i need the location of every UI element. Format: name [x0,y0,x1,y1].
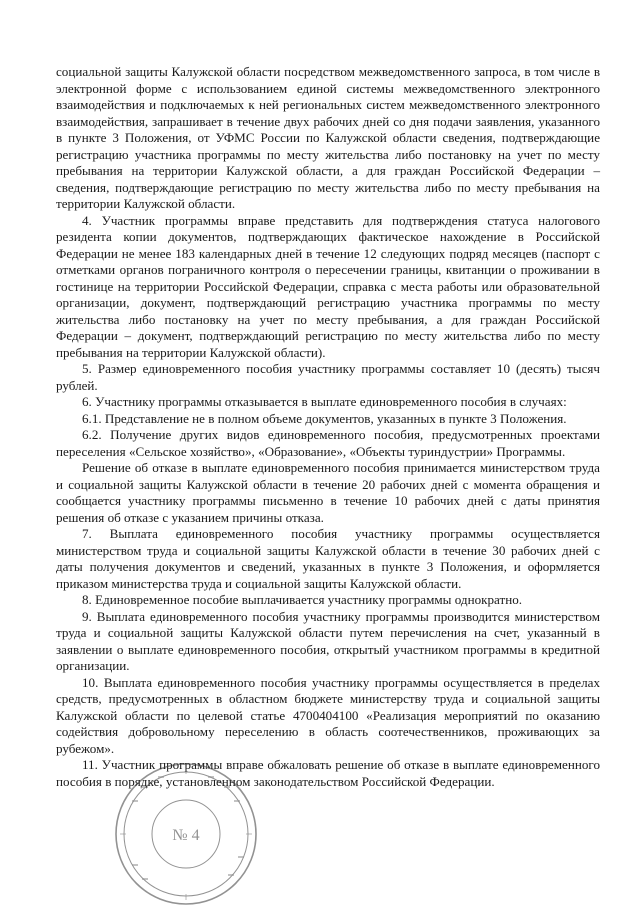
paragraph-item-8: 8. Единовременное пособие выплачивается участнику программы однократно. [82,592,523,607]
stamp-center-number: № 4 [172,827,200,844]
paragraph-item-5: 5. Размер единовременного пособия участнику программы составляет 10 (десять) тысяч рублей. [56,361,600,393]
paragraph-item-6-2: 6.2. Получение других видов единовременного пособия, предусмотренных проектами переселения «Сельское хозяйство», «Образование», «Объекты туриндустрии» Программы. [56,427,600,459]
paragraph-item-9: 9. Выплата единовременного пособия участнику программы производится министерством труда и социальной защиты Калужской области путем перечисления на счет, указанный в заявлении о выплате единовременного пособия, открытый участником программы в кредитной организации. [56,608,600,673]
paragraph-item-10: 10. Выплата единовременного пособия участнику программы осуществляется в пределах средств, предусмотренных в областном бюджете министерству труда и социальной защиты Калужской области по целевой статье 4700404100 «Реализация мероприятий по оказанию содействия добровольному переселению в область соотечественников, проживающих за рубежом». [56,674,600,756]
document-body [56,64,600,790]
paragraph-refusal-decision: Решение об отказе в выплате единовременного пособия принимается министерством труда и социальной защиты Калужской области в течение 20 рабочих дней с момента обращения и сообщается участнику программы письменно в течение 10 рабочих дней с даты принятия решения об отказе с указанием причины отказа. [56,460,600,525]
paragraph-item-4: 4. Участник программы вправе представить для подтверждения статуса налогового резидента копии документов, подтверждающих фактическое нахождение в Российской Федерации не менее 183 календарных дней в течение 12 следующих подряд месяцев (паспорт с отметками органов пограничного контроля о пересечении границы, квитанции о проживании в гостинице на территории Российской Федерации, справка с места работы или образовательной организации, документ, подтверждающий регистрацию участника программы по месту жительства либо постановку на учет по месту пребывания, а для граждан Российской Федерации – документ, подтверждающий регистрацию по месту жительства либо по месту пребывания на территории Калужской области). [56,212,600,360]
paragraph-item-6: 6. Участнику программы отказывается в выплате единовременного пособия в случаях: [82,394,567,409]
paragraph-item-11: 11. Участник программы вправе обжаловать решение об отказе в выплате единовременного пособия в порядке, установленном законодательством Российской Федерации. [56,757,600,789]
paragraph-continuation: социальной защиты Калужской области посредством межведомственного запроса, в том числе в электронной форме с использованием единой системы межведомственного электронного взаимодействия и подключаемых к ней региональных систем межведомственного электронного взаимодействия, запрашивает в течение двух рабочих дней со дня подачи заявления, указанного в пункте 3 Положения, от УФМС России по Калужской области сведения, подтверждающие регистрацию участника программы по месту жительства либо постановку на учет по месту пребывания на территории Калужской области, а для граждан Российской Федерации – сведения, подтверждающие регистрацию по месту жительства либо по месту пребывания на территории Калужской области. [56,64,600,211]
paragraph-item-7: 7. Выплата единовременного пособия участнику программы осуществляется министерством труда и социальной защиты Калужской области в течение 30 рабочих дней с даты получения документов и сведений, указанных в пункте 3 Положения, и оформляется приказом министерства труда и социальной защиты Калужской области. [56,526,600,591]
paragraph-item-6-1: 6.1. Представление не в полном объеме документов, указанных в пункте 3 Положения. [82,410,567,426]
